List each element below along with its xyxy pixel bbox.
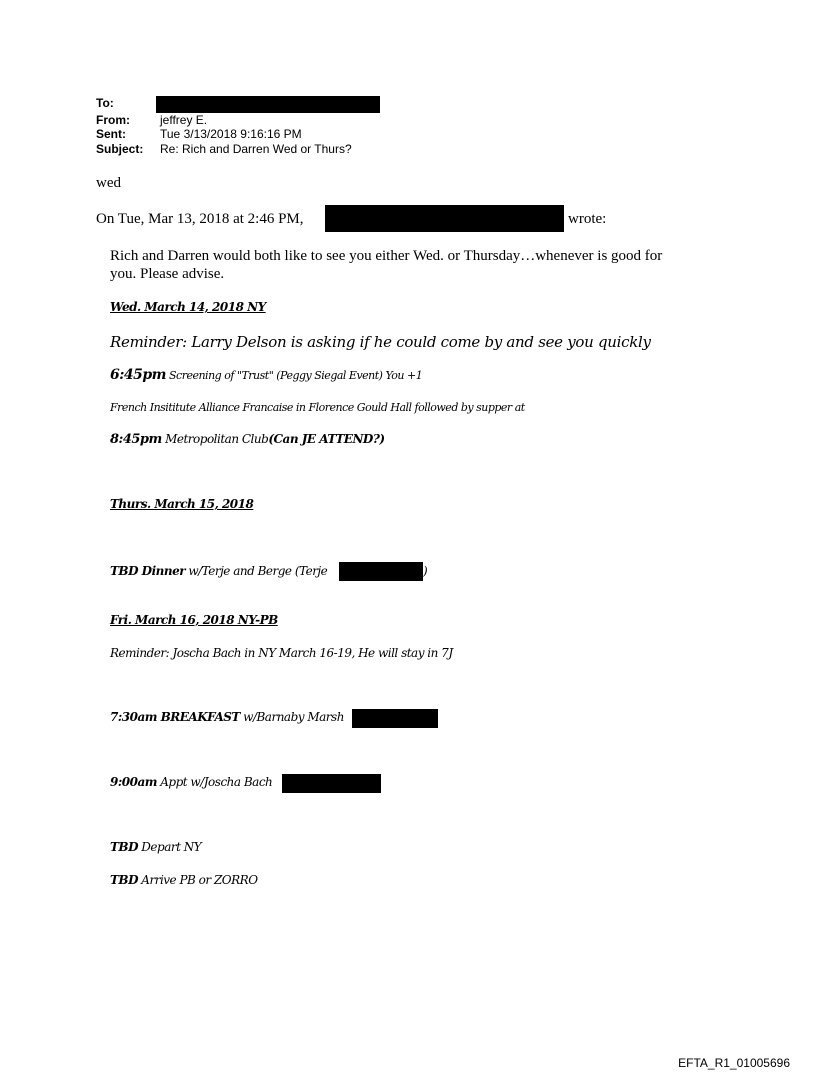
thu-item1-bold: TBD Dinner [110, 564, 186, 578]
subject-value: Re: Rich and Darren Wed or Thurs? [160, 142, 352, 156]
wed-item2-text: Metropolitan Club [161, 432, 269, 446]
email-sent-row [96, 128, 126, 141]
wed-item1-text: Screening of "Trust" (Peggy Siegal Event) You +1 [166, 369, 423, 382]
sent-value: Tue 3/13/2018 9:16:16 PM [160, 127, 302, 141]
subject-label: Subject: [96, 142, 144, 156]
quote-body-line1: Rich and Darren would both like to see you either Wed. or Thursday…whenever is good for [110, 248, 663, 264]
wed-item-screening [110, 368, 422, 383]
email-from-row [96, 114, 130, 127]
fri-item1-text: w/Barnaby Marsh [239, 710, 344, 724]
to-label: To: [96, 96, 114, 110]
fri-item4-bold: TBD [110, 873, 138, 887]
quote-intro-prefix: On Tue, Mar 13, 2018 at 2:46 PM, [96, 211, 304, 227]
email-subject-row [96, 143, 143, 156]
reply-text: wed [96, 175, 121, 191]
redaction-box-barnaby [352, 709, 438, 728]
fri-item-depart [110, 840, 201, 855]
wed-item-metropolitan [110, 432, 385, 447]
wed-item2-time: 8:45pm [110, 432, 162, 447]
redaction-box-joscha [282, 774, 381, 793]
fri-item-breakfast [110, 710, 344, 725]
fri-item2-bold: 9:00am [110, 775, 157, 789]
fri-item3-text: Depart NY [137, 840, 202, 854]
wed-heading: Wed. March 14, 2018 NY [110, 300, 266, 314]
fri-item1-bold: 7:30am BREAKFAST [110, 710, 240, 724]
wed-item1-time: 6:45pm [110, 367, 166, 383]
from-value: jeffrey E. [160, 113, 208, 127]
sent-label: Sent: [96, 127, 126, 141]
thu-item1-close: ) [423, 564, 428, 578]
wed-reminder: Reminder: Larry Delson is asking if he could come by and see you quickly [110, 333, 651, 351]
thu-item-dinner [110, 564, 327, 579]
redaction-box-sender [325, 205, 564, 232]
email-to-row [96, 97, 114, 110]
fri-item4-text: Arrive PB or ZORRO [137, 873, 258, 887]
wed-item1-continuation: French Insititute Alliance Francaise in Florence Gould Hall followed by supper at [110, 401, 525, 414]
from-label: From: [96, 113, 130, 127]
thu-heading: Thurs. March 15, 2018 [110, 497, 254, 511]
fri-reminder: Reminder: Joscha Bach in NY March 16-19, He will stay in 7J [110, 646, 453, 660]
fri-item-arrive [110, 873, 258, 888]
thu-item1-text: w/Terje and Berge (Terje [185, 564, 328, 578]
wed-item2-bold: (Can JE ATTEND?) [268, 432, 385, 446]
quote-body-line2: you. Please advise. [110, 266, 225, 282]
redaction-box-terje [339, 562, 423, 581]
fri-item2-text: Appt w/Joscha Bach [156, 775, 273, 789]
document-id: EFTA_R1_01005696 [678, 1056, 790, 1070]
redaction-box-to [156, 96, 380, 113]
fri-heading: Fri. March 16, 2018 NY-PB [110, 613, 278, 627]
fri-item-appt [110, 775, 272, 790]
fri-item3-bold: TBD [110, 840, 138, 854]
quote-intro-suffix: wrote: [568, 211, 607, 227]
